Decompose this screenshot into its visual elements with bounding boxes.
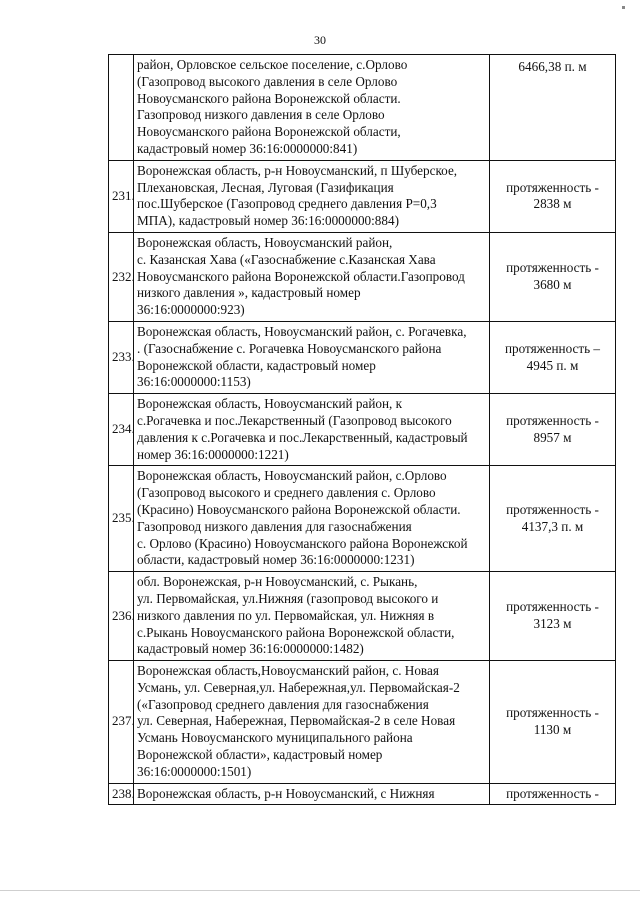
- description-line: 36:16:0000000:1501): [137, 763, 252, 779]
- description-line: низкого давления по ул. Первомайская, ул. Нижняя в: [137, 607, 435, 623]
- row-number: 231.: [109, 160, 134, 232]
- length-label: протяженность -: [506, 705, 599, 721]
- description-line: кадастровый номер 36:16:0000000:841): [137, 140, 358, 156]
- scan-dot: [622, 6, 625, 9]
- object-length: [490, 160, 616, 232]
- length-label: протяженность -: [506, 412, 599, 428]
- length-value: 4137,3 п. м: [521, 518, 584, 534]
- row-number: 234.: [109, 394, 134, 466]
- length-value: 1130 м: [533, 721, 572, 737]
- description-line: номер 36:16:0000000:1221): [137, 446, 289, 462]
- description-line: ул. Северная, Набережная, Первомайская-2 в селе Новая: [137, 713, 456, 729]
- description-line: МПА), кадастровый номер 36:16:0000000:884): [137, 213, 399, 229]
- length-value: 8957 м: [533, 429, 572, 445]
- object-registry-table: [108, 54, 616, 805]
- object-length: [490, 55, 616, 161]
- object-length: [490, 232, 616, 321]
- length-value: 2838 м: [533, 196, 572, 212]
- description-line: Воронежская область, Новоусманский район, с.Орлово: [137, 468, 447, 484]
- description-line: Воронежская область, р-н Новоусманский, с Нижняя: [137, 785, 435, 801]
- description-line: Газопровод низкого давления в селе Орлово: [137, 107, 385, 123]
- description-line: с.Рогачевка и пос.Лекарственный (Газопровод высокого: [137, 412, 452, 428]
- row-number: 237.: [109, 661, 134, 784]
- description-line: Воронежская область,Новоусманский район, с. Новая: [137, 663, 439, 679]
- row-number: 232.: [109, 232, 134, 321]
- length-label: протяженность -: [506, 785, 599, 801]
- description-line: Усмань Новоусманского муниципального района: [137, 730, 413, 746]
- description-line: Новоусманского района Воронежской области.: [137, 90, 401, 106]
- length-value: 3680 м: [533, 276, 572, 292]
- object-description: [134, 55, 490, 161]
- row-number: 238.: [109, 783, 134, 805]
- row-number: [109, 55, 134, 161]
- table-row: [109, 394, 616, 466]
- description-line: с. Орлово (Красино) Новоусманского района Воронежской: [137, 535, 468, 551]
- description-line: с. Казанская Хава («Газоснабжение с.Казанская Хава: [137, 251, 436, 267]
- page-number: 30: [314, 33, 326, 47]
- length-label: протяженность -: [506, 599, 599, 615]
- description-line: 36:16:0000000:923): [137, 302, 245, 318]
- description-line: («Газопровод среднего давления для газоснабжения: [137, 696, 429, 712]
- length-label: протяженность -: [506, 501, 599, 517]
- table-row: [109, 572, 616, 661]
- table-row: [109, 55, 616, 161]
- description-line: обл. Воронежская, р-н Новоусманский, с. Рыкань,: [137, 574, 418, 590]
- description-line: пос.Шуберское (Газопровод среднего давления Р=0,3: [137, 196, 437, 212]
- description-line: (Красино) Новоусманского района Воронежской области.: [137, 501, 461, 517]
- page-bottom-edge: [0, 890, 640, 891]
- description-line: Воронежской области, кадастровый номер: [137, 357, 376, 373]
- table-row: [109, 783, 616, 805]
- length-value: 3123 м: [533, 616, 572, 632]
- description-line: (Газопровод высокого давления в селе Орлово: [137, 73, 398, 89]
- length-value: 4945 п. м: [526, 357, 579, 373]
- length-label: протяженность -: [506, 179, 599, 195]
- description-line: области, кадастровый номер 36:16:0000000:1231): [137, 552, 415, 568]
- description-line: Газопровод низкого давления для газоснабжения: [137, 518, 412, 534]
- object-description: [134, 232, 490, 321]
- object-description: [134, 661, 490, 784]
- table-row: [109, 321, 616, 393]
- object-length: [490, 783, 616, 805]
- object-description: [134, 321, 490, 393]
- description-line: давления к с.Рогачевка и пос.Лекарственный, кадастровый: [137, 429, 468, 445]
- description-line: Плехановская, Лесная, Луговая (Газификация: [137, 179, 394, 195]
- length-value: 6466,38 п. м: [518, 59, 587, 74]
- object-length: [490, 466, 616, 572]
- description-line: Воронежская область, Новоусманский район, с. Рогачевка,: [137, 323, 467, 339]
- object-description: [134, 783, 490, 805]
- description-line: Воронежская область, Новоусманский район, к: [137, 396, 403, 412]
- table-row: [109, 232, 616, 321]
- description-line: Новоусманского района Воронежской области.Газопровод: [137, 268, 465, 284]
- description-line: (Газопровод высокого и среднего давления с. Орлово: [137, 485, 436, 501]
- object-length: [490, 572, 616, 661]
- object-description: [134, 160, 490, 232]
- object-length: [490, 321, 616, 393]
- description-line: Воронежская область, р-н Новоусманский, п Шуберское,: [137, 162, 458, 178]
- table-row: [109, 160, 616, 232]
- object-description: [134, 572, 490, 661]
- table-row: [109, 466, 616, 572]
- description-line: с.Рыкань Новоусманского района Воронежской области,: [137, 624, 455, 640]
- object-description: [134, 394, 490, 466]
- row-number: 236.: [109, 572, 134, 661]
- description-line: Усмань, ул. Северная,ул. Набережная,ул. Первомайская-2: [137, 679, 460, 695]
- description-line: район, Орловское сельское поселение, с.Орлово: [137, 57, 408, 72]
- row-number: 233.: [109, 321, 134, 393]
- object-length: [490, 661, 616, 784]
- description-line: 36:16:0000000:1153): [137, 374, 251, 390]
- description-line: Воронежская область, Новоусманский район,: [137, 234, 393, 250]
- description-line: ул. Первомайская, ул.Нижняя (газопровод высокого и: [137, 590, 439, 606]
- description-line: Новоусманского района Воронежской области,: [137, 124, 401, 140]
- description-line: низкого давления », кадастровый номер: [137, 285, 361, 301]
- table-row: [109, 661, 616, 784]
- description-line: . (Газоснабжение с. Рогачевка Новоусманского района: [137, 340, 442, 356]
- object-length: [490, 394, 616, 466]
- registry-body: [109, 55, 616, 805]
- description-line: Воронежской области», кадастровый номер: [137, 747, 383, 763]
- length-label: протяженность –: [504, 340, 601, 356]
- row-number: 235.: [109, 466, 134, 572]
- object-description: [134, 466, 490, 572]
- description-line: кадастровый номер 36:16:0000000:1482): [137, 641, 364, 657]
- length-label: протяженность -: [506, 260, 599, 276]
